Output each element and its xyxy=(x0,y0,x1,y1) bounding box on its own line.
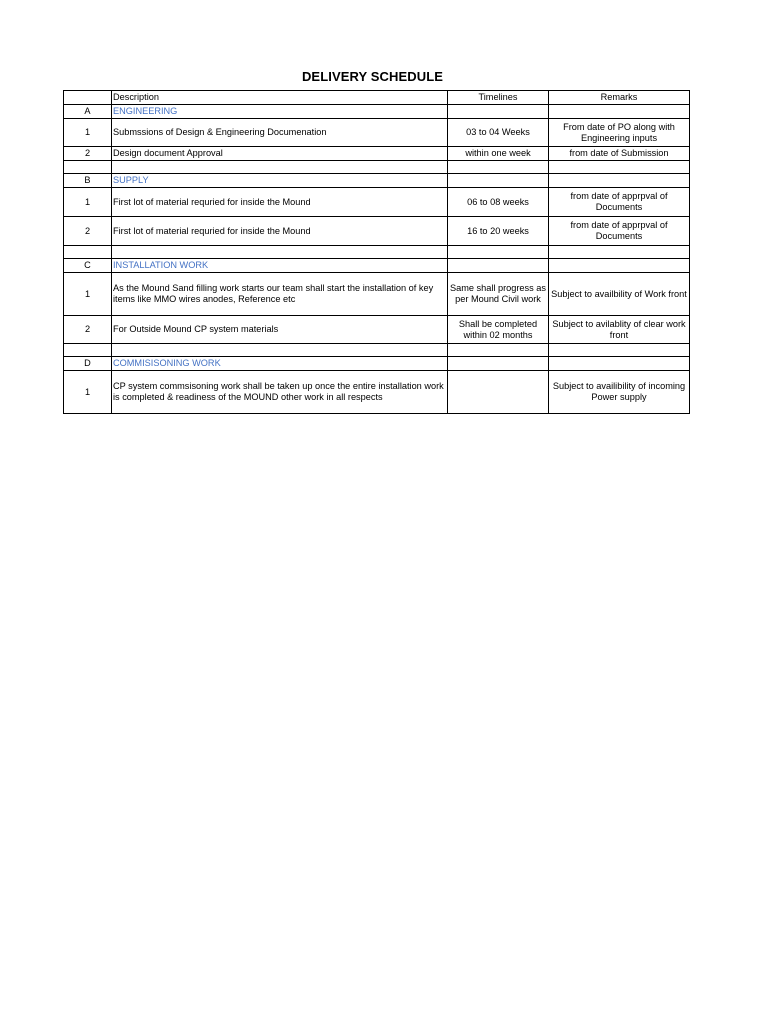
header-cell-description: Description xyxy=(112,91,448,105)
header-cell-remarks: Remarks xyxy=(549,91,690,105)
document-title: DELIVERY SCHEDULE xyxy=(301,69,444,84)
spacer-row xyxy=(64,161,690,174)
row-description: Submssions of Design & Engineering Documenation xyxy=(112,119,448,147)
section-row-supply xyxy=(64,174,690,188)
row-remarks: from date of apprpval of Documents xyxy=(549,188,690,217)
section-id: D xyxy=(64,357,112,371)
section-label: INSTALLATION WORK xyxy=(112,259,448,273)
row-timeline: 16 to 20 weeks xyxy=(448,217,549,246)
section-row-engineering xyxy=(64,105,690,119)
row-description: As the Mound Sand filling work starts our team shall start the installation of key items like MMO wires anodes, Reference etc xyxy=(112,273,448,316)
table-row xyxy=(64,188,690,217)
empty-cell xyxy=(549,174,690,188)
row-description: First lot of material requried for inside the Mound xyxy=(112,217,448,246)
row-description: CP system commsisoning work shall be taken up once the entire installation work is completed & readiness of the MOUND other work in all respects xyxy=(112,371,448,414)
table-header-row xyxy=(64,91,690,105)
empty-cell xyxy=(448,105,549,119)
row-timeline: 06 to 08 weeks xyxy=(448,188,549,217)
table-row xyxy=(64,119,690,147)
row-number: 2 xyxy=(64,147,112,161)
section-label: ENGINEERING xyxy=(112,105,448,119)
section-row-commissioning xyxy=(64,357,690,371)
table-row xyxy=(64,217,690,246)
empty-cell xyxy=(549,259,690,273)
spacer-row xyxy=(64,344,690,357)
section-id: B xyxy=(64,174,112,188)
row-number: 2 xyxy=(64,217,112,246)
row-timeline: Shall be completed within 02 months xyxy=(448,316,549,344)
row-remarks: Subject to availibility of incoming Power supply xyxy=(549,371,690,414)
empty-cell xyxy=(448,174,549,188)
delivery-schedule-table xyxy=(63,90,690,414)
row-number: 1 xyxy=(64,188,112,217)
row-remarks: Subject to avilablity of clear work front xyxy=(549,316,690,344)
row-number: 1 xyxy=(64,119,112,147)
row-number: 1 xyxy=(64,371,112,414)
row-description: First lot of material requried for inside the Mound xyxy=(112,188,448,217)
row-description: For Outside Mound CP system materials xyxy=(112,316,448,344)
row-timeline: 03 to 04 Weeks xyxy=(448,119,549,147)
row-timeline xyxy=(448,371,549,414)
header-cell-number xyxy=(64,91,112,105)
row-timeline: Same shall progress as per Mound Civil work xyxy=(448,273,549,316)
header-cell-timelines: Timelines xyxy=(448,91,549,105)
empty-cell xyxy=(448,357,549,371)
row-number: 1 xyxy=(64,273,112,316)
table-row xyxy=(64,273,690,316)
table-row xyxy=(64,371,690,414)
empty-cell xyxy=(549,357,690,371)
row-remarks: Subject to availbility of Work front xyxy=(549,273,690,316)
row-number: 2 xyxy=(64,316,112,344)
row-remarks: From date of PO along with Engineering inputs xyxy=(549,119,690,147)
table-row xyxy=(64,147,690,161)
spacer-row xyxy=(64,246,690,259)
row-timeline: within one week xyxy=(448,147,549,161)
row-remarks: from date of apprpval of Documents xyxy=(549,217,690,246)
empty-cell xyxy=(549,105,690,119)
section-label: SUPPLY xyxy=(112,174,448,188)
section-id: A xyxy=(64,105,112,119)
table-row xyxy=(64,316,690,344)
section-label: COMMISISONING WORK xyxy=(112,357,448,371)
section-id: C xyxy=(64,259,112,273)
row-description: Design document Approval xyxy=(112,147,448,161)
section-row-installation xyxy=(64,259,690,273)
empty-cell xyxy=(448,259,549,273)
row-remarks: from date of Submission xyxy=(549,147,690,161)
